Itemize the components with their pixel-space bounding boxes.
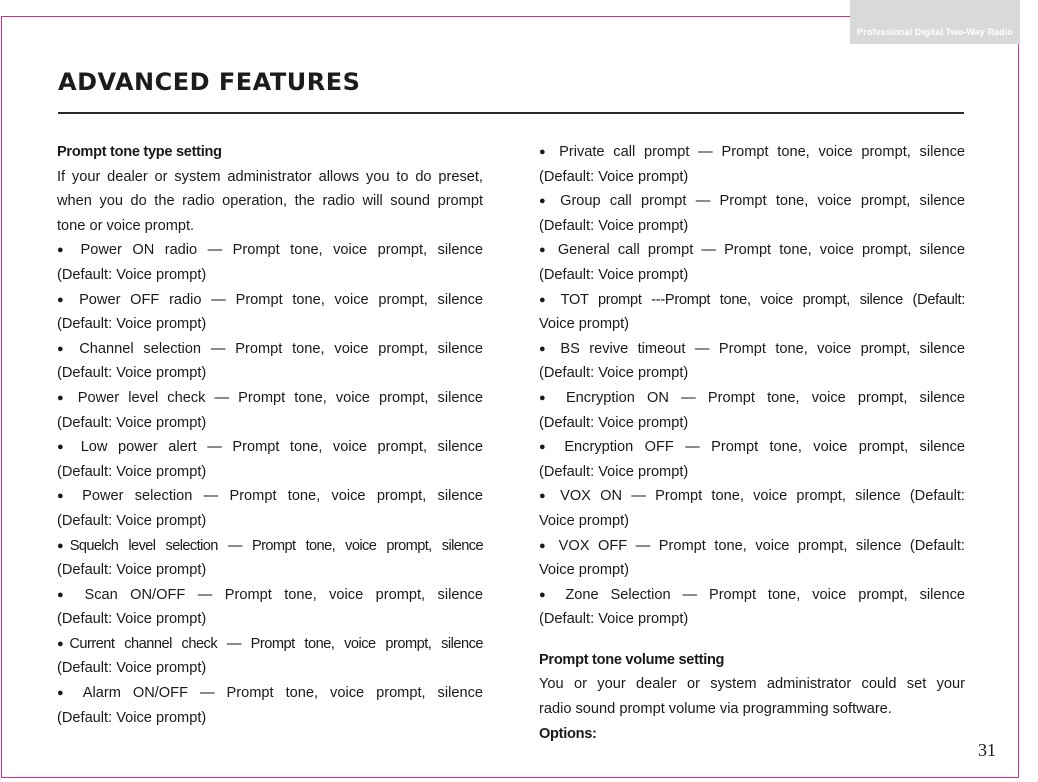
- bullet-icon: ●: [539, 146, 551, 158]
- item-text: Encryption ON — Prompt tone, voice prompt, silence: [565, 389, 965, 406]
- item-default: (Default: Voice prompt): [539, 463, 689, 480]
- list-item: [57, 632, 483, 681]
- item-default: (Default: Voice prompt): [57, 266, 207, 283]
- item-default: (Default: Voice prompt): [57, 660, 207, 677]
- intro-line: when you do the radio operation, the radio will sound prompt: [57, 193, 483, 210]
- bullet-icon: ●: [57, 244, 71, 257]
- item-text: Current channel check — Prompt tone, voice prompt, silence: [69, 635, 483, 652]
- list-item: [539, 189, 965, 238]
- list-item: [539, 337, 965, 386]
- list-item: [57, 288, 483, 337]
- item-text: Alarm ON/OFF — Prompt tone, voice prompt, silence: [82, 685, 483, 702]
- item-text: Encryption OFF — Prompt tone, voice prompt, silence: [564, 439, 965, 456]
- item-text: Power selection — Prompt tone, voice prompt, silence: [82, 488, 483, 505]
- item-text: BS revive timeout — Prompt tone, voice prompt, silence: [560, 340, 965, 357]
- item-text: TOT prompt ---Prompt tone, voice prompt, silence (Default:: [560, 291, 965, 308]
- page-number: 31: [978, 740, 996, 760]
- bullet-icon: ●: [539, 244, 550, 257]
- bullet-icon: ●: [57, 490, 71, 503]
- list-item: [539, 386, 965, 435]
- item-text: Scan ON/OFF — Prompt tone, voice prompt, silence: [84, 586, 483, 603]
- item-default: (Default: Voice prompt): [57, 709, 207, 726]
- options-label: Options:: [539, 725, 597, 742]
- item-default: (Default: Voice prompt): [539, 217, 689, 234]
- bullet-icon: ●: [539, 539, 551, 552]
- item-default: (Default: Voice prompt): [539, 266, 689, 283]
- list-item: [539, 534, 965, 583]
- left-column: [57, 140, 483, 730]
- item-text: General call prompt — Prompt tone, voice prompt, silence: [557, 242, 965, 259]
- item-default: Voice prompt): [539, 512, 630, 529]
- item-text: Zone Selection — Prompt tone, voice prompt, silence: [565, 586, 965, 603]
- page-title: ADVANCED FEATURES: [58, 68, 361, 96]
- item-text: Group call prompt — Prompt tone, voice prompt, silence: [560, 193, 965, 210]
- header-tab: [850, 0, 1020, 44]
- item-default: (Default: Voice prompt): [539, 365, 689, 382]
- item-text: Power level check — Prompt tone, voice prompt, silence: [77, 389, 483, 406]
- bullet-icon: ●: [57, 441, 71, 454]
- intro-line: tone or voice prompt.: [57, 217, 195, 234]
- list-item: [57, 238, 483, 287]
- section-heading-prompt-tone-volume: Prompt tone volume setting: [539, 651, 725, 668]
- item-default: Voice prompt): [539, 316, 630, 333]
- bullet-icon: ●: [539, 588, 554, 601]
- bullet-icon: ●: [57, 637, 70, 650]
- right-column: [539, 140, 965, 746]
- list-item: [539, 288, 965, 337]
- list-item: [57, 681, 483, 730]
- list-item: [539, 583, 965, 632]
- bullet-icon: ●: [539, 391, 554, 404]
- bullet-icon: ●: [539, 293, 552, 306]
- intro-line: If your dealer or system administrator allows you to do preset,: [57, 168, 483, 185]
- list-item: [539, 140, 965, 189]
- list-item: [57, 435, 483, 484]
- bullet-icon: ●: [539, 441, 553, 454]
- item-text: Squelch level selection — Prompt tone, voice prompt, silence: [69, 537, 483, 554]
- item-default: (Default: Voice prompt): [57, 463, 207, 480]
- bullet-icon: ●: [539, 342, 551, 355]
- list-item: [57, 484, 483, 533]
- bullet-icon: ●: [57, 293, 70, 306]
- item-default: (Default: Voice prompt): [539, 168, 689, 185]
- section-heading-prompt-tone-type: Prompt tone type setting: [57, 144, 222, 160]
- title-divider: [58, 112, 964, 114]
- section-gap: [539, 632, 965, 648]
- item-default: (Default: Voice prompt): [57, 512, 207, 529]
- header-tab-label: Professional Digital Two-Way Radio: [857, 27, 1013, 37]
- item-default: (Default: Voice prompt): [57, 562, 207, 579]
- list-item: [57, 534, 483, 583]
- item-default: (Default: Voice prompt): [57, 316, 207, 333]
- list-item: [57, 337, 483, 386]
- list-item: [539, 435, 965, 484]
- list-item: [539, 484, 965, 533]
- item-default: (Default: Voice prompt): [57, 611, 207, 628]
- list-item: [57, 583, 483, 632]
- item-default: (Default: Voice prompt): [57, 414, 207, 431]
- list-item: [57, 386, 483, 435]
- bullet-icon: ●: [539, 490, 551, 503]
- volume-text-line: You or your dealer or system administrator could set your: [539, 676, 965, 693]
- bullet-icon: ●: [57, 588, 73, 601]
- item-default: (Default: Voice prompt): [57, 365, 207, 382]
- bullet-icon: ●: [539, 195, 551, 208]
- volume-text-line: radio sound prompt volume via programming software.: [539, 701, 892, 718]
- item-text: VOX OFF — Prompt tone, voice prompt, silence (Default:: [558, 537, 965, 554]
- bullet-icon: ●: [57, 391, 69, 404]
- item-text: Private call prompt — Prompt tone, voice prompt, silence: [559, 144, 965, 160]
- item-default: (Default: Voice prompt): [539, 414, 689, 431]
- bullet-icon: ●: [57, 342, 70, 355]
- bullet-icon: ●: [57, 539, 70, 552]
- bullet-icon: ●: [57, 687, 72, 700]
- item-default: (Default: Voice prompt): [539, 611, 689, 628]
- list-item: [539, 238, 965, 287]
- item-text: VOX ON — Prompt tone, voice prompt, silence (Default:: [560, 488, 965, 505]
- item-text: Power ON radio — Prompt tone, voice prompt, silence: [80, 242, 483, 259]
- item-text: Low power alert — Prompt tone, voice prompt, silence: [80, 439, 483, 456]
- item-text: Channel selection — Prompt tone, voice prompt, silence: [79, 340, 484, 357]
- item-text: Power OFF radio — Prompt tone, voice prompt, silence: [79, 291, 483, 308]
- item-default: Voice prompt): [539, 562, 630, 579]
